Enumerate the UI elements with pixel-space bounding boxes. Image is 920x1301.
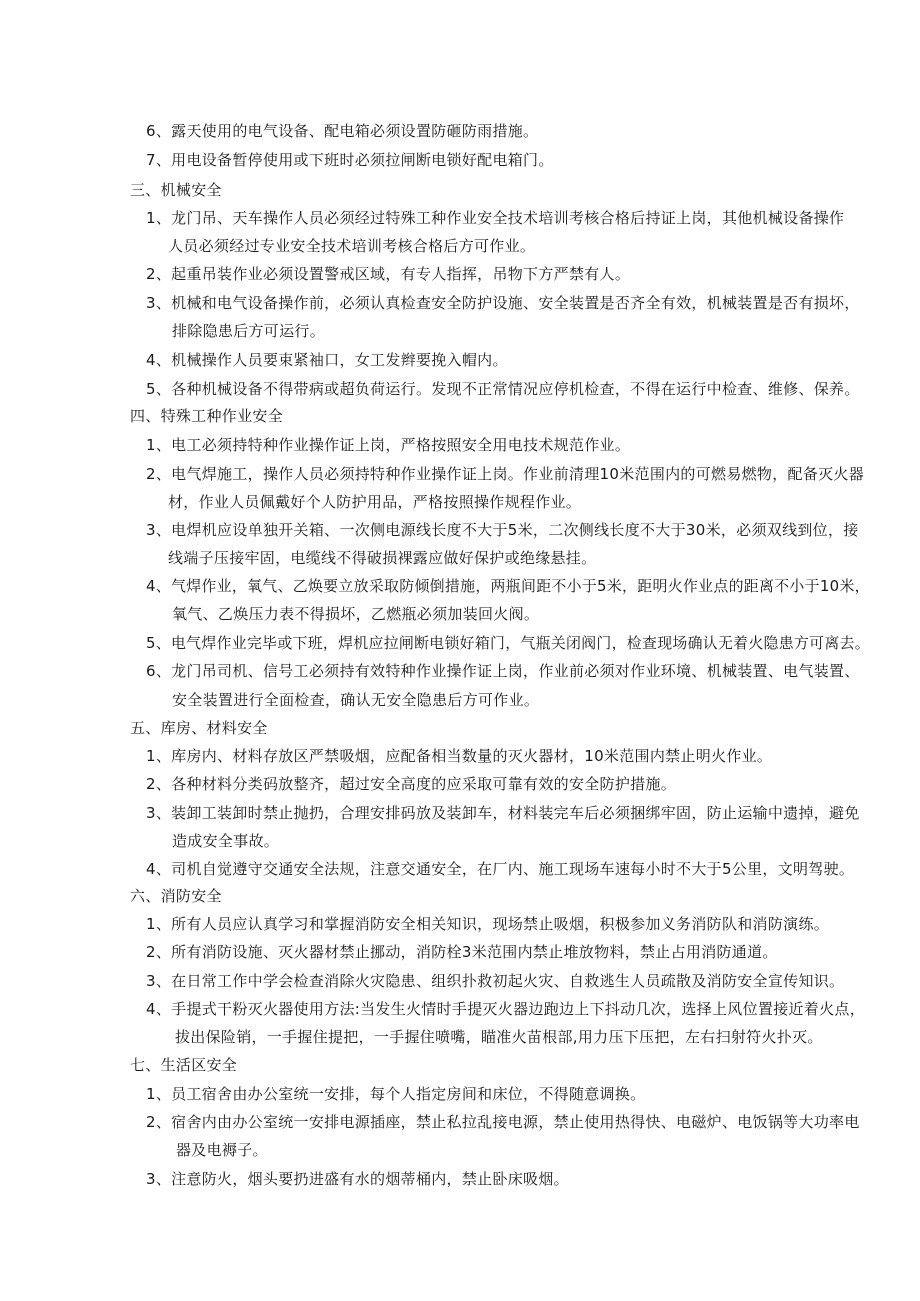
- section-heading: 七、生活区安全: [130, 1056, 238, 1074]
- list-item: 4、气焊作业，氧气、乙焕要立放采取防倾倒措施，两瓶间距不小于5米，距明火作业点的距离不小于10米，: [146, 577, 870, 595]
- list-item-continuation: 器及电褥子。: [176, 1141, 268, 1159]
- list-item: 4、机械操作人员要束紧袖口，女工发辫要挽入帽内。: [146, 351, 508, 369]
- list-item: 5、各种机械设备不得带病或超负荷运行。发现不正常情况应停机检查，不得在运行中检查、维修、保养。: [146, 380, 860, 398]
- list-item: 2、起重吊装作业必须设置警戒区域，有专人指挥，吊物下方严禁有人。: [146, 265, 631, 283]
- list-item: 5、电气焊作业完毕或下班，焊机应拉闸断电锁好箱门，气瓶关闭阀门，检查现场确认无着火隐患方可离去。: [146, 634, 870, 652]
- list-item: 2、宿舍内由办公室统一安排电源插座，禁止私拉乱接电源，禁止使用热得快、电磁炉、电饭锅等大功率电: [146, 1113, 860, 1131]
- section-heading: 三、机械安全: [130, 181, 222, 199]
- list-item-continuation: 安全装置进行全面检查，确认无安全隐患后方可作业。: [172, 691, 540, 709]
- section-heading: 六、消防安全: [130, 887, 222, 905]
- list-item: 3、机械和电气设备操作前，必须认真检查安全防护设施、安全装置是否齐全有效，机械装置是否有损坏，: [146, 294, 860, 312]
- list-item: 6、露天使用的电气设备、配电箱必须设置防砸防雨措施。: [146, 122, 539, 140]
- list-item-continuation: 材，作业人员佩戴好个人防护用品，严格按照操作规程作业。: [168, 493, 582, 511]
- list-item: 1、所有人员应认真学习和掌握消防安全相关知识，现场禁止吸烟，积极参加义务消防队和消防演练。: [146, 915, 830, 933]
- list-item: 4、司机自觉遵守交通安全法规，注意交通安全，在厂内、施工现场车速每小时不大于5公里，文明驾驶。: [146, 860, 855, 878]
- list-item: 2、各种材料分类码放整齐，超过安全高度的应采取可靠有效的安全防护措施。: [146, 775, 677, 793]
- list-item-continuation: 人员必须经过专业安全技术培训考核合格后方可作业。: [168, 237, 536, 255]
- list-item-continuation: 氧气、乙焕压力表不得损坏，乙燃瓶必须加装回火阀。: [172, 605, 540, 623]
- list-item: 1、员工宿舍由办公室统一安排，每个人指定房间和床位，不得随意调换。: [146, 1085, 646, 1103]
- section-heading: 四、特殊工种作业安全: [130, 407, 284, 425]
- list-item: 1、龙门吊、天车操作人员必须经过特殊工种作业安全技术培训考核合格后持证上岗，其他机械设备操作: [146, 209, 845, 227]
- list-item: 3、注意防火，烟头要扔进盛有水的烟蒂桶内，禁止卧床吸烟。: [146, 1170, 569, 1188]
- list-item: 7、用电设备暂停使用或下班时必须拉闸断电锁好配电箱门。: [146, 151, 554, 169]
- list-item: 1、电工必须持特种作业操作证上岗，严格按照安全用电技术规范作业。: [146, 436, 631, 454]
- list-item: 6、龙门吊司机、信号工必须持有效特种作业操作证上岗，作业前必须对作业环境、机械装置、电气装置、: [146, 662, 860, 680]
- list-item: 3、装卸工装卸时禁止抛扔，合理安排码放及装卸车，材料装完车后必须捆绑牢固，防止运输中遗掉，避免: [146, 804, 860, 822]
- list-item-continuation: 排除隐患后方可运行。: [172, 322, 326, 340]
- list-item: 4、手提式干粉灭火器使用方法:当发生火情时手提灭火器边跑边上下抖动几次，选择上风位置接近着火点，: [146, 1000, 866, 1018]
- list-item: 2、电气焊施工，操作人员必须持特种作业操作证上岗。作业前清理10米范围内的可燃易燃物，配备灭火器: [146, 465, 865, 483]
- list-item-continuation: 造成安全事故。: [172, 832, 280, 850]
- list-item: 3、在日常工作中学会检查消除火灾隐患、组织扑救初起火灾、自救逃生人员疏散及消防安全宣传知识。: [146, 972, 845, 990]
- list-item-continuation: 拔出保险销，一手握住提把，一手握住喷嘴，瞄准火苗根部,用力压下压把，左右扫射符火扑灭。: [175, 1028, 823, 1046]
- list-item-continuation: 线端子压接牢固，电缆线不得破损裸露应做好保护或绝缘悬挂。: [168, 549, 597, 567]
- list-item: 2、所有消防设施、灭火器材禁止挪动，消防栓3米范围内禁止堆放物料，禁止占用消防通道。: [146, 943, 778, 961]
- list-item: 3、电焊机应设单独开关箱、一次侧电源线长度不大于5米，二次侧线长度不大于30米，必须双线到位，接: [146, 521, 859, 539]
- section-heading: 五、库房、材料安全: [130, 719, 268, 737]
- list-item: 1、库房内、材料存放区严禁吸烟，应配备相当数量的灭火器材，10米范围内禁止明火作业。: [146, 747, 773, 765]
